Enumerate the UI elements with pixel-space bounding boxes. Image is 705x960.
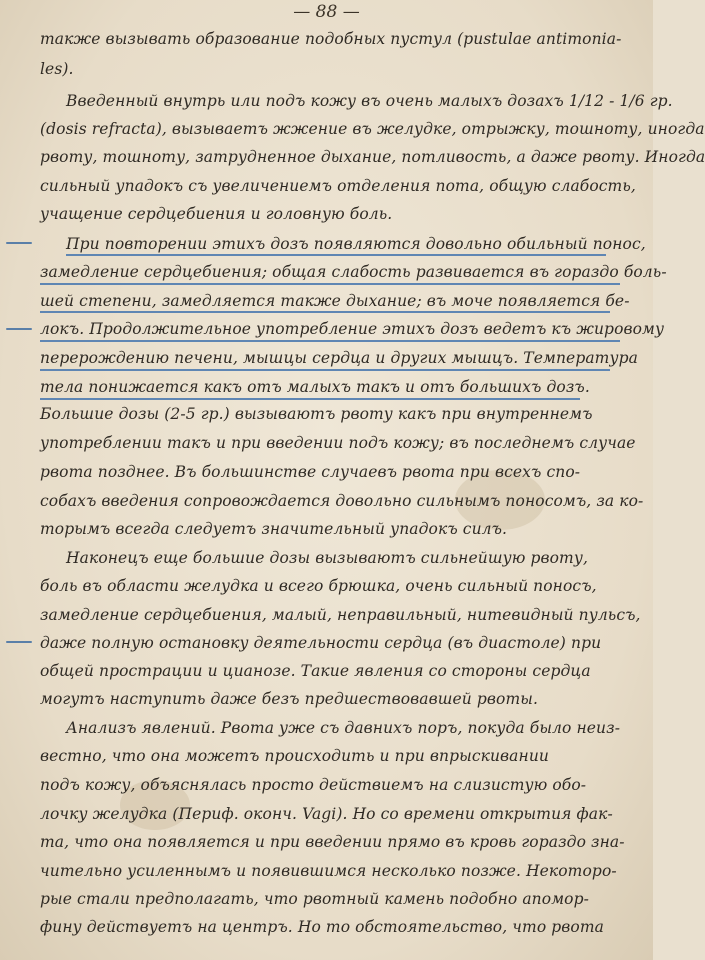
- text-line: фину действуетъ на центръ. Но то обстоятельство, что рвота: [40, 918, 604, 936]
- text-line: также вызывать образование подобных пустул (pustulae antimonia-: [40, 30, 622, 48]
- text-line: перерождению печени, мышцы сердца и других мышцъ. Температура: [40, 349, 638, 367]
- text-line: могутъ наступить даже безъ предшествовавшей рвоты.: [40, 690, 539, 708]
- text-line: рвота позднее. Въ большинстве случаевъ рвота при всехъ спо-: [40, 463, 581, 481]
- text-line: тела понижается какъ отъ малыхъ такъ и отъ большихъ дозъ.: [40, 378, 590, 396]
- text-line: рвоту, тошноту, затрудненное дыхание, потливость, а даже рвоту. Иногда: [40, 148, 705, 166]
- text-line: Введенный внутрь или подъ кожу въ очень малыхъ дозахъ 1/12 - 1/6 гр.: [66, 92, 673, 110]
- blue-margin-mark: [6, 641, 32, 643]
- text-line: Большие дозы (2-5 гр.) вызываютъ рвоту какъ при внутреннемъ: [40, 405, 593, 423]
- blue-underline: [40, 398, 580, 400]
- text-line: замедление сердцебиения, малый, неправильный, нитевидный пульсъ,: [40, 606, 641, 624]
- blue-underline: [40, 340, 620, 342]
- text-line: употреблении такъ и при введении подъ кожу; въ последнемъ случае: [40, 434, 636, 452]
- text-line: собахъ введения сопровождается довольно сильнымъ поносомъ, за ко-: [40, 492, 644, 510]
- text-line: les).: [40, 60, 74, 78]
- text-line: Анализъ явлений. Рвота уже съ давнихъ поръ, покуда было неиз-: [66, 719, 621, 737]
- blue-underline: [40, 283, 620, 285]
- page-number: — 88 —: [293, 2, 360, 22]
- text-line: подъ кожу, объяснялась просто действиемъ на слизистую обо-: [40, 776, 587, 794]
- text-line: замедление сердцебиения; общая слабость развивается въ гораздо боль-: [40, 263, 667, 281]
- text-line: сильный упадокъ съ увеличениемъ отделения пота, общую слабость,: [40, 177, 636, 195]
- text-line: та, что она появляется и при введении прямо въ кровь гораздо зна-: [40, 833, 625, 851]
- text-line: торымъ всегда следуетъ значительный упадокъ силъ.: [40, 520, 508, 538]
- text-line: лочку желудка (Периф. оконч. Vagi). Но со времени открытия фак-: [40, 805, 613, 823]
- blue-underline: [66, 254, 606, 256]
- text-line: учащение сердцебиения и головную боль.: [40, 205, 393, 223]
- text-line: даже полную остановку деятельности сердца (въ диастоле) при: [40, 634, 602, 652]
- text-line: боль въ области желудка и всего брюшка, очень сильный поносъ,: [40, 577, 597, 595]
- text-line: При повторении этихъ дозъ появляются довольно обильный понос,: [66, 235, 646, 253]
- text-line: шей степени, замедляется также дыхание; въ моче появляется бе-: [40, 292, 630, 310]
- blue-margin-mark: [6, 328, 32, 330]
- text-line: рые стали предполагать, что рвотный камень подобно апомор-: [40, 890, 589, 908]
- text-line: общей прострации и цианозе. Такие явления со стороны сердца: [40, 662, 591, 680]
- blue-margin-mark: [6, 242, 32, 244]
- text-line: локъ. Продолжительное употребление этихъ дозъ ведетъ къ жировому: [40, 320, 665, 338]
- text-line: вестно, что она можетъ происходить и при впрыскивании: [40, 747, 549, 765]
- blue-underline: [40, 369, 610, 371]
- text-line: (dosis refracta), вызываетъ жжение въ желудке, отрыжку, тошноту, иногда: [40, 120, 705, 138]
- blue-underline: [40, 311, 610, 313]
- text-line: Наконецъ еще большие дозы вызываютъ сильнейшую рвоту,: [66, 549, 588, 567]
- text-line: чительно усиленнымъ и появившимся несколько позже. Некоторо-: [40, 862, 617, 880]
